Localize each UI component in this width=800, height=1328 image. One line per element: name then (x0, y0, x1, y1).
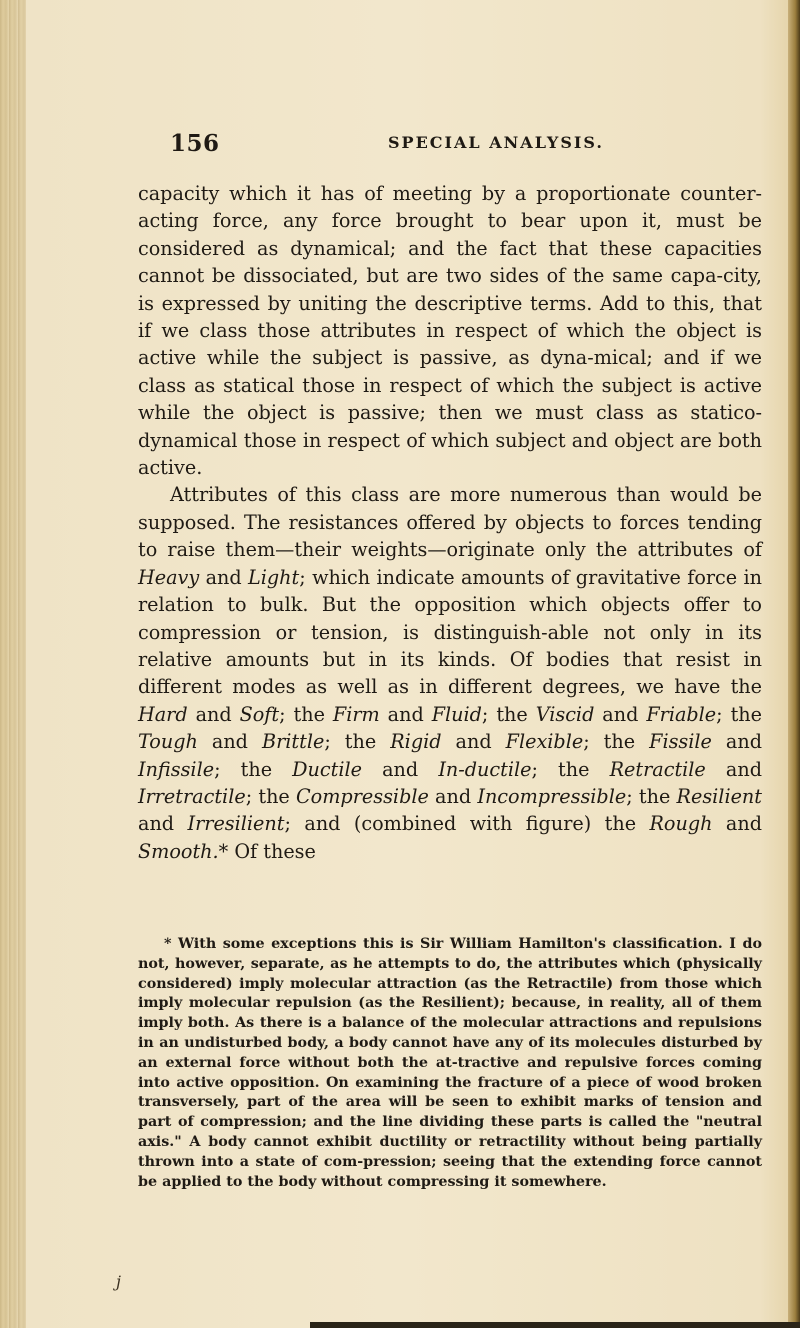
stray-ink-mark: j (116, 1272, 121, 1291)
page-number: 156 (170, 130, 220, 157)
main-text (138, 180, 762, 865)
paragraph-1: capacity which it has of meeting by a proportionate counter-acting force, any force brought to bear upon it, must be considered as dynamical; and the fact that these capacities cannot be dissociated, but are two sides of the same capa-city, is expressed by uniting the descriptive terms. Add to this, that if we class those attributes in respect of which the object is active while the subject is passive, as dyna-mical; and if we class as statical those in respect of which the subject is active while the object is passive; then we must class as statico-dynamical those in respect of which subject and object are both active. (138, 182, 762, 480)
page-binding-edge (0, 0, 26, 1328)
page-bottom-edge (310, 1322, 800, 1328)
paragraph-2: Attributes of this class are more numerous than would be supposed. The resistances offered by objects to forces tending to raise them—their weights—originate only the attributes of Heavy and Light; which indicate amounts of gravitative force in relation to bulk. But the opposition which objects offer to compression or tension, is distinguish-able not only in its relative amounts but in its kinds. Of bodies that resist in different modes as well as in different degrees, we have the Hard and Soft; the Firm and Fluid; the Viscid and Friable; the Tough and Brittle; the Rigid and Flexible; the Fissile and Infissile; the Ductile and In-ductile; the Retractile and Irretractile; the Compressible and Incompressible; the Resilient and Irresilient; and (combined with figure) the Rough and Smooth.* Of these (138, 483, 763, 863)
footnote (138, 935, 762, 1192)
page-header (170, 130, 760, 160)
running-head: SPECIAL ANALYSIS. (388, 133, 604, 152)
footnote-text: * With some exceptions this is Sir William Hamilton's classification. I do not, however, separate, as he attempts to do, the attributes which (physically considered) imply molecular attraction (as the Retractile) from those which imply molecular repulsion (as the Resilient); because, in reality, all of them imply both. As there is a balance of the molecular attractions and repulsions in an undisturbed body, a body cannot have any of its molecules disturbed by an external force without both the at-tractive and repulsive forces coming into active opposition. On examining the fracture of a piece of wood broken transversely, part of the area will be seen to exhibit marks of tension and part of compression; and the line dividing these parts is called the "neutral axis." A body cannot exhibit ductility or retractility without being partially thrown into a state of com-pression; seeing that the extending force cannot be applied to the body without compressing it somewhere. (138, 936, 762, 1190)
page-right-edge (788, 0, 800, 1328)
